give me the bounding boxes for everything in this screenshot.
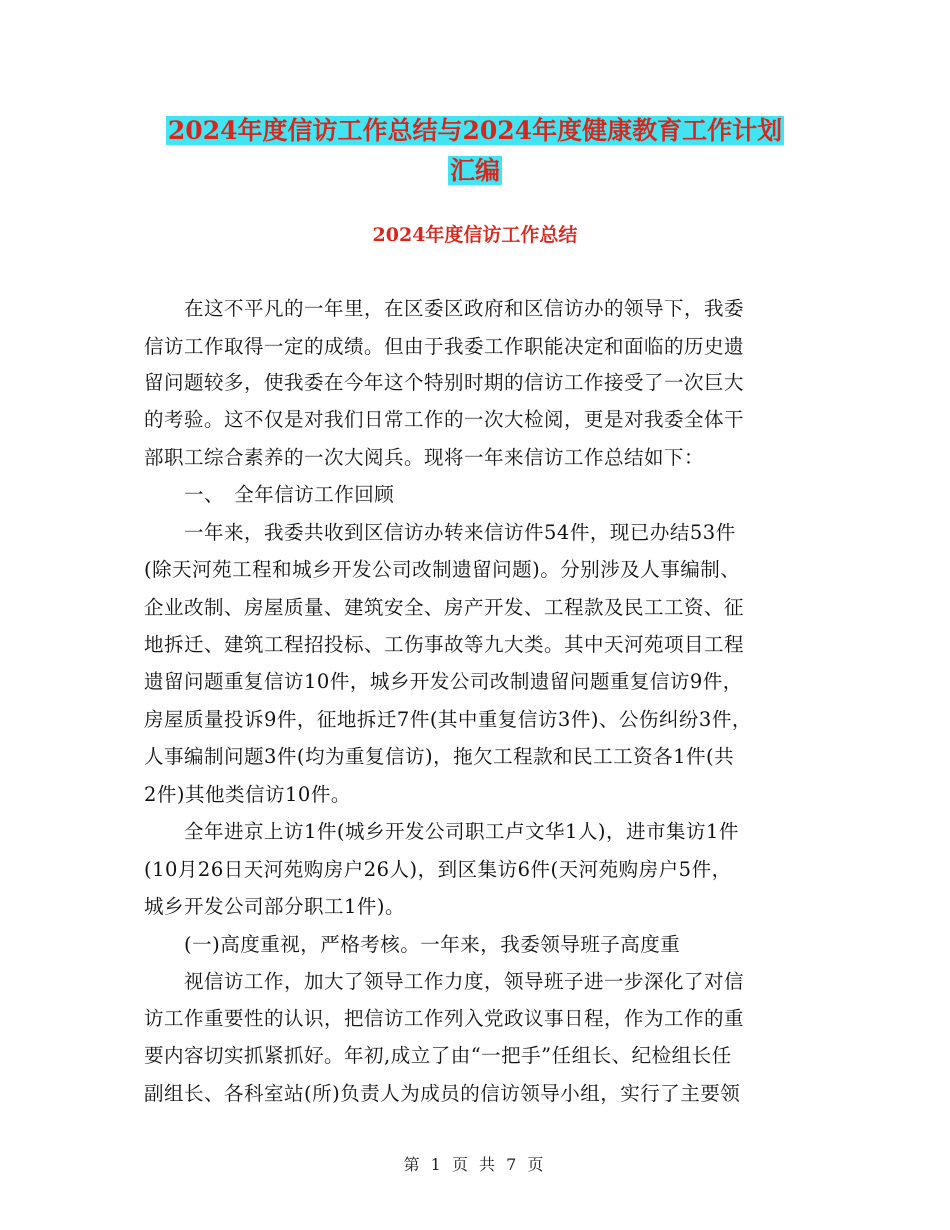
document-title-line2: [0, 152, 950, 190]
body-line: (除天河苑工程和城乡开发公司改制遗留问题)。分别涉及人事编制、: [144, 558, 741, 581]
document-title-line1: [0, 112, 950, 150]
section-title: 2024年度信访工作总结: [372, 224, 578, 246]
body-line: 地拆迁、建筑工程招投标、工伤事故等九大类。其中天河苑项目工程: [144, 633, 745, 656]
body-line: 留问题较多，使我委在今年这个特别时期的信访工作接受了一次巨大: [144, 371, 745, 394]
body-line: 全年进京上访1件(城乡开发公司职工卢文华1人)，进市集访1件: [144, 820, 739, 843]
body-line: 人事编制问题3件(均为重复信访)，拖欠工程款和民工工资各1件(共: [144, 745, 735, 768]
body-line: 视信访工作，加大了领导工作力度，领导班子进一步深化了对信: [144, 970, 745, 993]
body-line: 要内容切实抓紧抓好。年初,成立了由“一把手”任组长、纪检组长任: [144, 1044, 732, 1067]
body-line: 一年来，我委共收到区信访办转来信访件54件，现已办结53件: [144, 521, 736, 544]
body-line: 在这不平凡的一年里，在区委区政府和区信访办的领导下，我委: [144, 297, 745, 320]
body-line: (10月26日天河苑购房户26人)，到区集访6件(天河苑购房户5件，: [144, 858, 732, 881]
body-line: 房屋质量投诉9件，征地拆迁7件(其中重复信访3件)、公伤纠纷3件，: [144, 708, 752, 731]
body-line: 2件)其他类信访10件。: [144, 783, 351, 806]
body-line: 城乡开发公司部分职工1件)。: [144, 895, 406, 918]
body-line: 信访工作取得一定的成绩。但由于我委工作职能决定和面临的历史遗: [144, 335, 745, 358]
body-line: 副组长、各科室站(所)负责人为成员的信访领导小组，实行了主要领: [144, 1082, 741, 1105]
body-line: 企业改制、房屋质量、建筑安全、房产开发、工程款及民工工资、征: [144, 596, 745, 619]
title-highlight: 2024年度信访工作总结与2024年度健康教育工作计划: [167, 116, 783, 145]
body-line: 访工作重要性的认识，把信访工作列入党政议事日程，作为工作的重: [144, 1007, 745, 1030]
body-line: 遗留问题重复信访10件，城乡开发公司改制遗留问题重复信访9件，: [144, 670, 743, 693]
title-highlight: 汇编: [449, 156, 500, 185]
body-line: 一、 全年信访工作回顾: [144, 483, 395, 506]
body-line: 部职工综合素养的一次大阅兵。现将一年来信访工作总结如下：: [144, 446, 705, 469]
body-line: 的考验。这不仅是对我们日常工作的一次大检阅，更是对我委全体干: [144, 408, 745, 431]
body-line: (一)高度重视，严格考核。一年来，我委领导班子高度重: [144, 933, 681, 956]
page-footer: 第 1 页 共 7 页: [403, 1155, 547, 1174]
